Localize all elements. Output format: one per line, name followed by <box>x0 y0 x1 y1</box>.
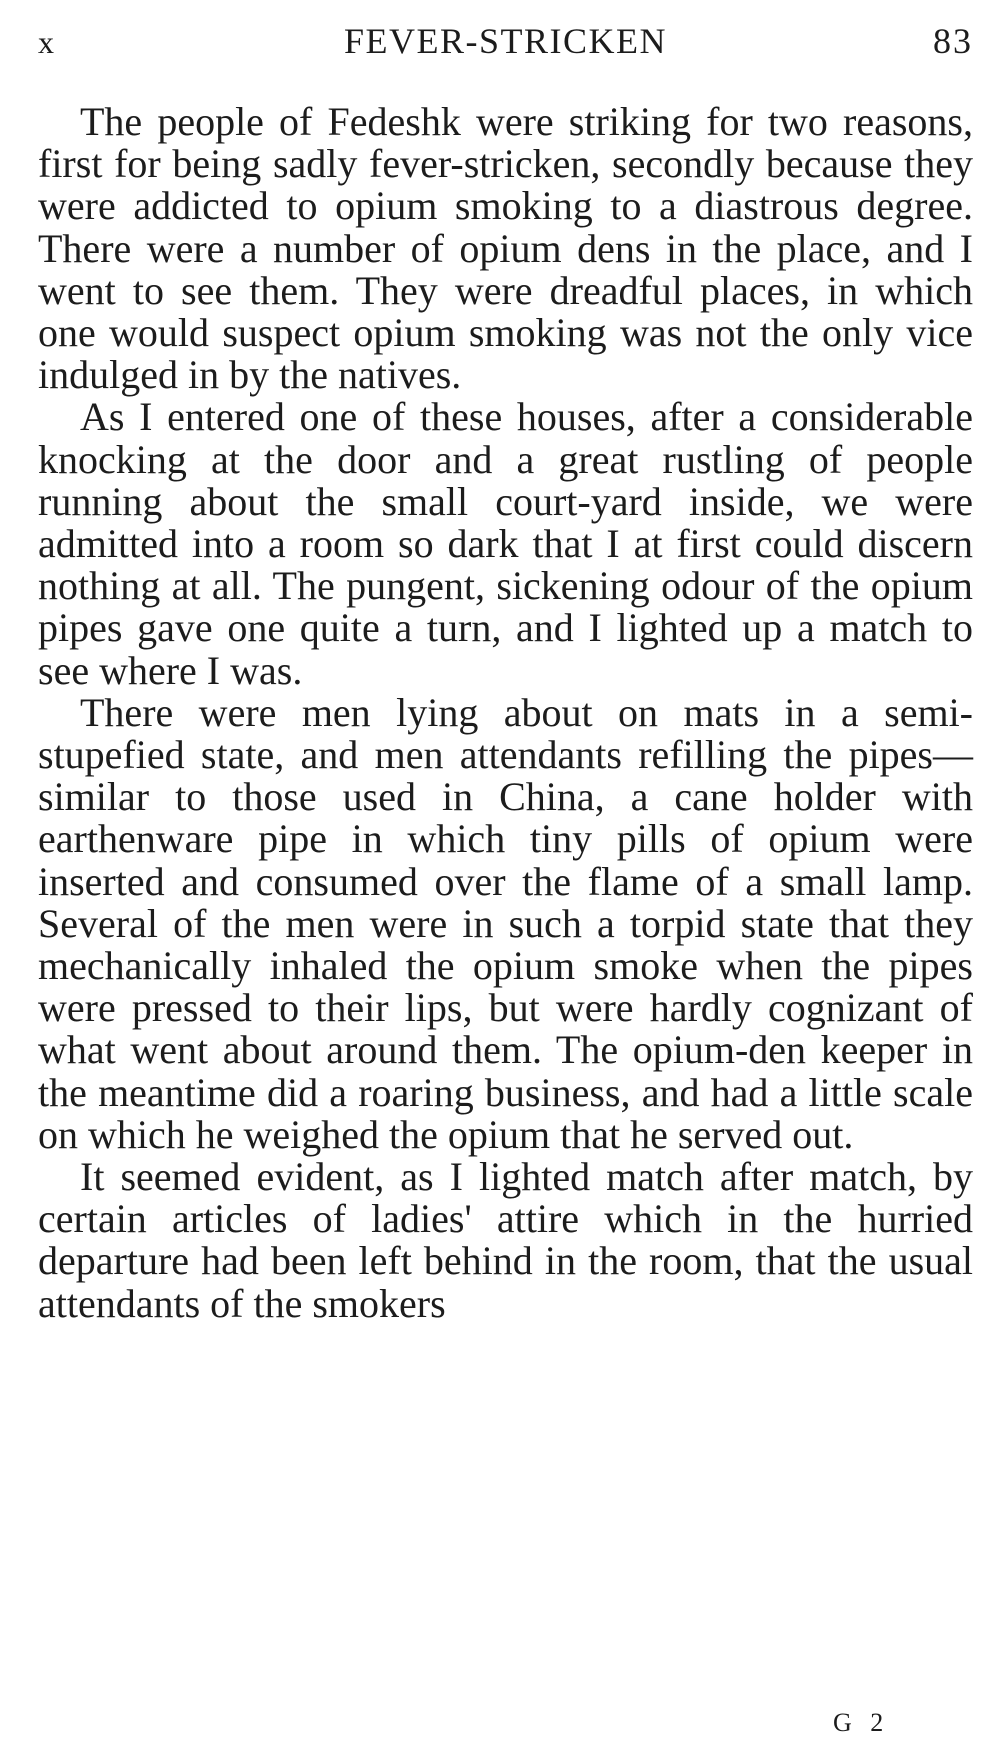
running-head <box>38 20 973 68</box>
chapter-numeral: x <box>38 24 55 60</box>
running-title: FEVER-STRICKEN <box>343 21 667 61</box>
paragraph-1: The people of Fedeshk were striking for two reasons, first for being sadly fever-stricken, secondly because they were addicted to opium smoking to a diastrous degree. There were a number of opium dens in the place, and I went to see them. They were dreadful places, in which one would suspect opium smoking was not the only vice indulged in by the natives. <box>38 99 973 398</box>
paragraph-3: There were men lying about on mats in a semi-stupefied state, and men attendants refilling the pipes—similar to those used in China, a cane holder with earthenware pipe in which tiny pills of opium were inserted and consumed over the flame of a small lamp. Several of the men were in such a torpid state that they mechanically inhaled the opium smoke when the pipes were pressed to their lips, but were hardly cognizant of what went about around them. The opium-den keeper in the meantime did a roaring business, and had a little scale on which he weighed the opium that he served out. <box>38 689 973 1157</box>
body-text <box>38 101 973 1325</box>
signature-mark: G 2 <box>833 1708 890 1737</box>
page-number: 83 <box>933 21 973 61</box>
paragraph-2: As I entered one of these houses, after a considerable knocking at the door and a great rustling of people running about the small court-yard inside, we were admitted into a room so dark that I at first could discern nothing at all. The pungent, sickening odour of the opium pipes gave one quite a turn, and I lighted up a match to see where I was. <box>38 394 973 693</box>
paragraph-4: It seemed evident, as I lighted match after match, by certain articles of ladies' attire which in the hurried departure had been left behind in the room, that the usual attendants of the smokers <box>38 1154 973 1326</box>
